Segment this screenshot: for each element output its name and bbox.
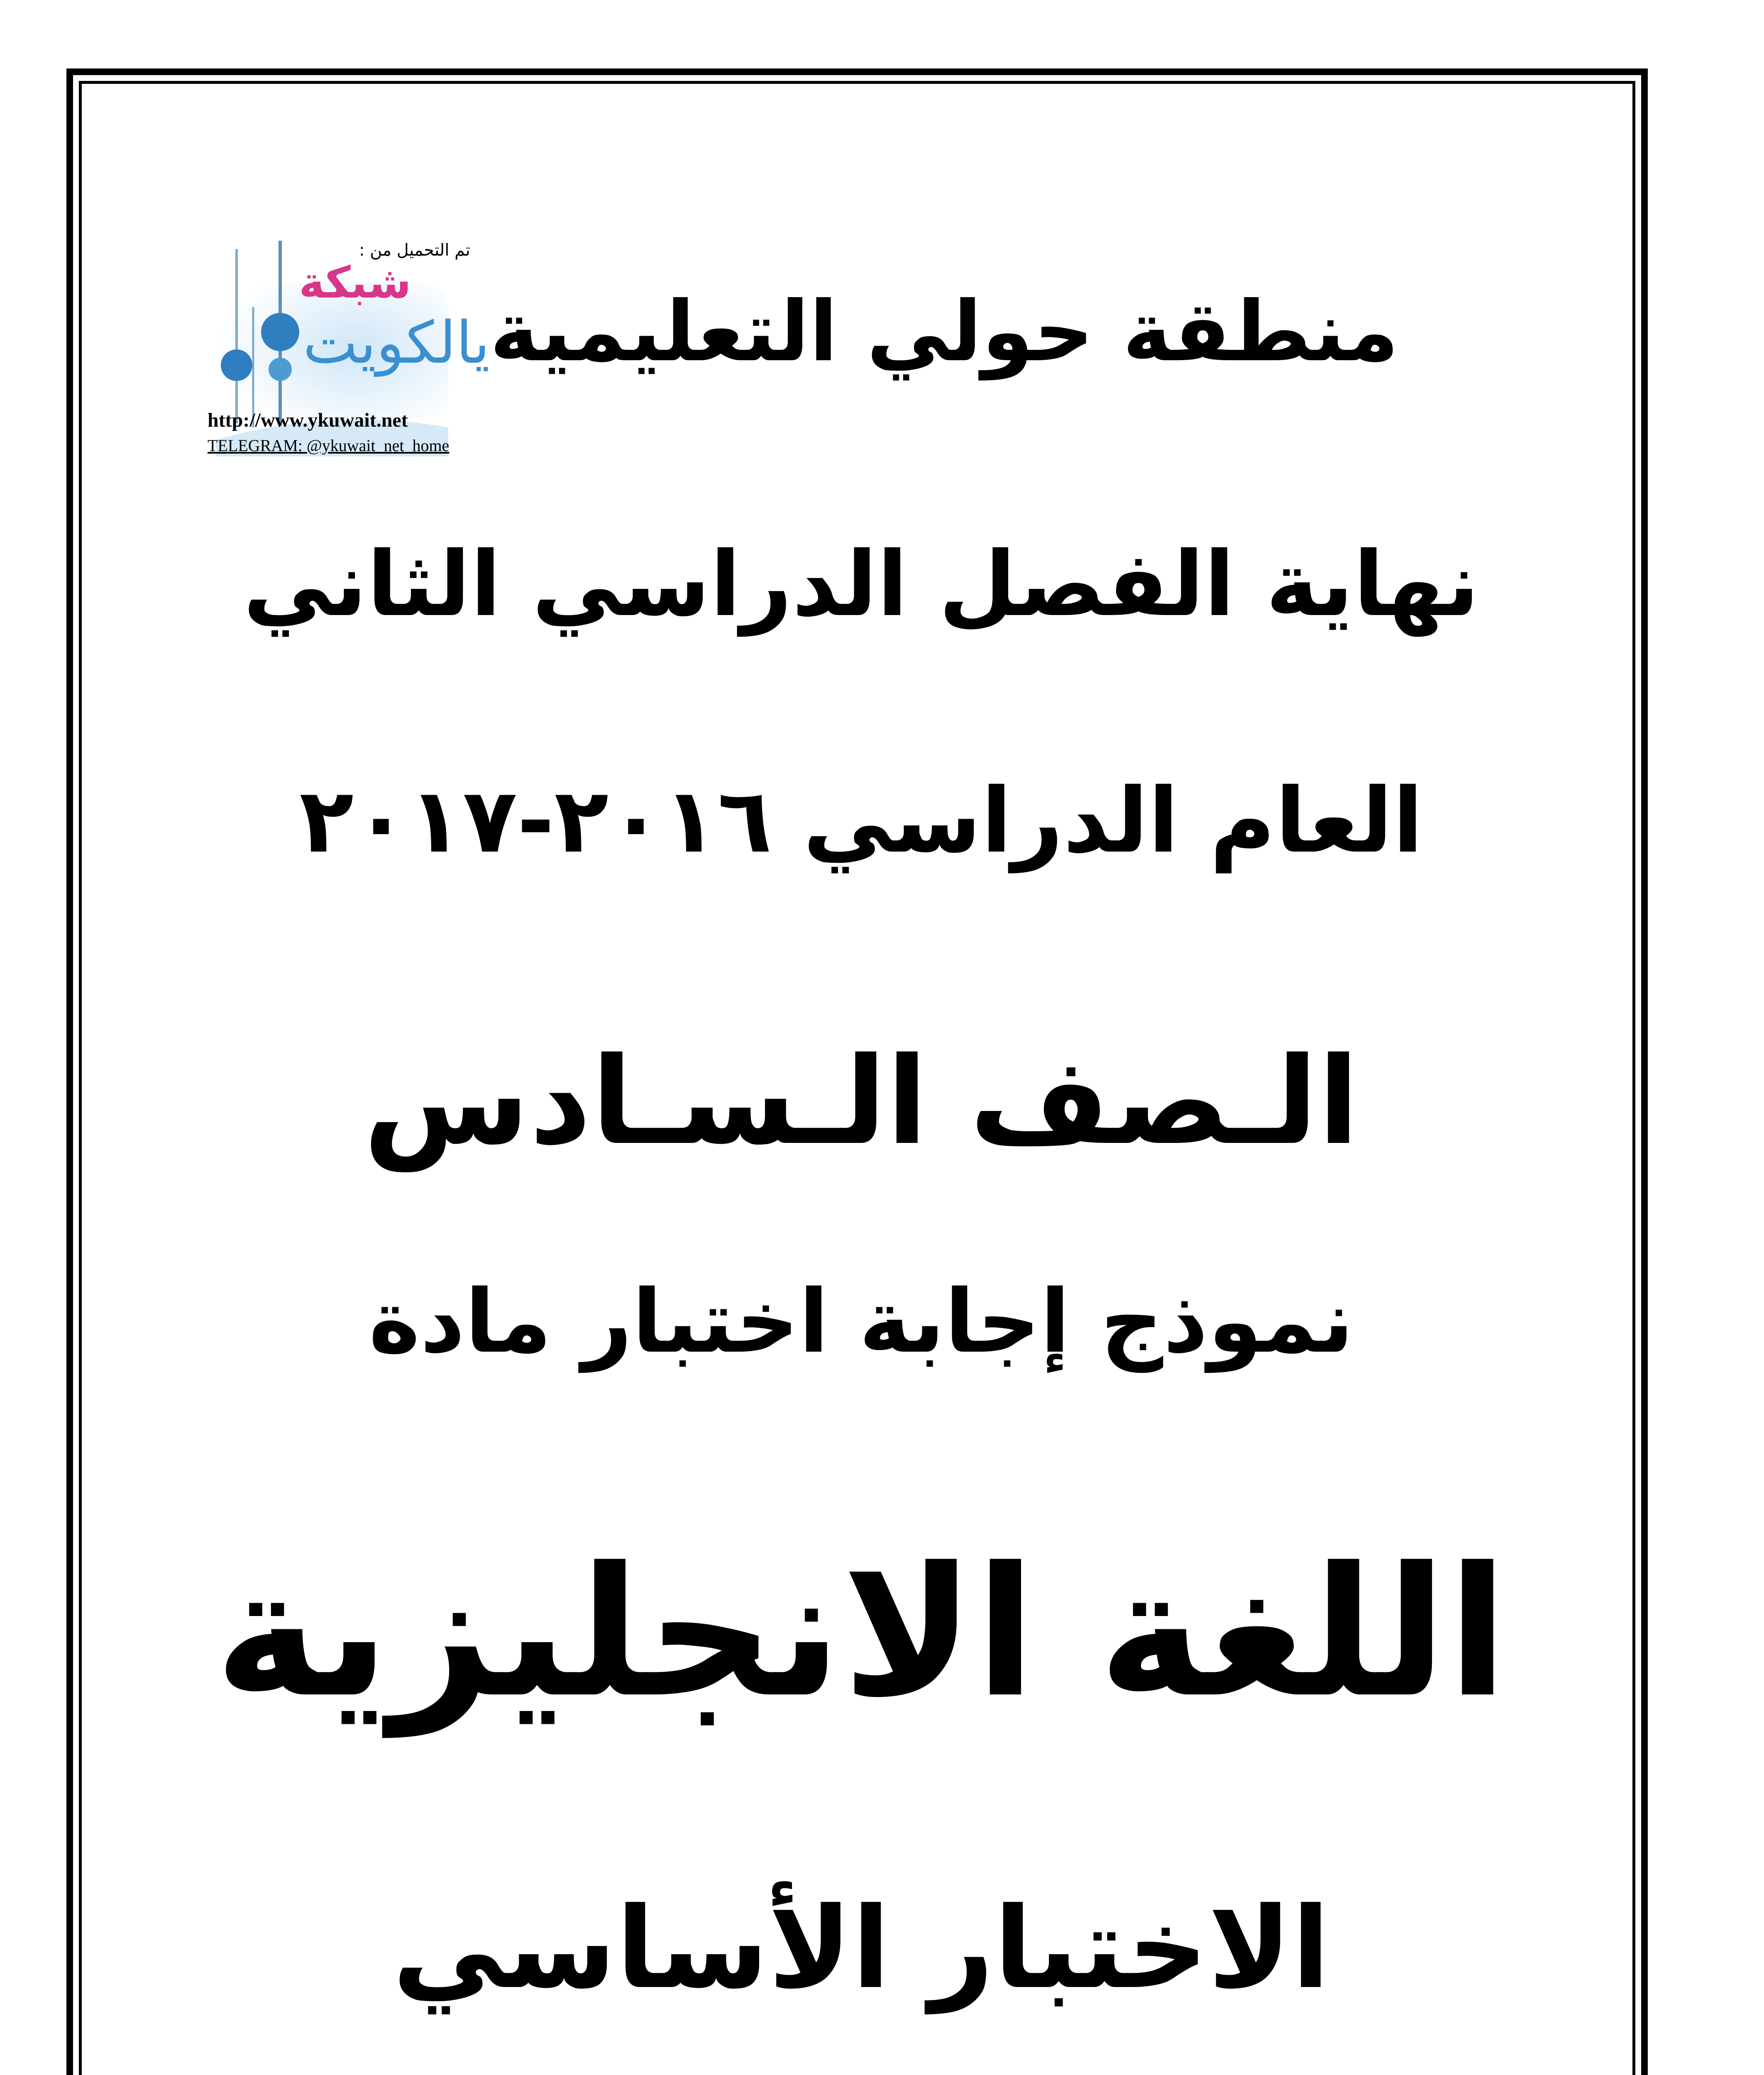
- term-title: نهاية الفصل الدراسي الثاني: [243, 532, 1480, 636]
- answer-model-title: نموذج إجابة اختبار مادة: [369, 1271, 1354, 1372]
- exam-type-title: الاختبار الأساسي: [392, 1883, 1330, 2014]
- district-title: منطقة حولي التعليمية: [489, 283, 1399, 380]
- logo-brand-main: يالكويت: [303, 309, 490, 377]
- subject-title: اللغة الانجليزية: [214, 1529, 1508, 1737]
- logo-url[interactable]: http://www.ykuwait.net: [208, 409, 408, 431]
- logo-brand-top: شبكة: [299, 257, 411, 308]
- academic-year: العام الدراسي ٢٠١٦-٢٠١٧: [299, 769, 1423, 873]
- logo-telegram[interactable]: TELEGRAM: @ykuwait_net_home: [208, 436, 450, 455]
- grade-title: الـصف الـسـادس: [363, 1032, 1359, 1172]
- logo-caption: تم التحميل من :: [359, 241, 470, 260]
